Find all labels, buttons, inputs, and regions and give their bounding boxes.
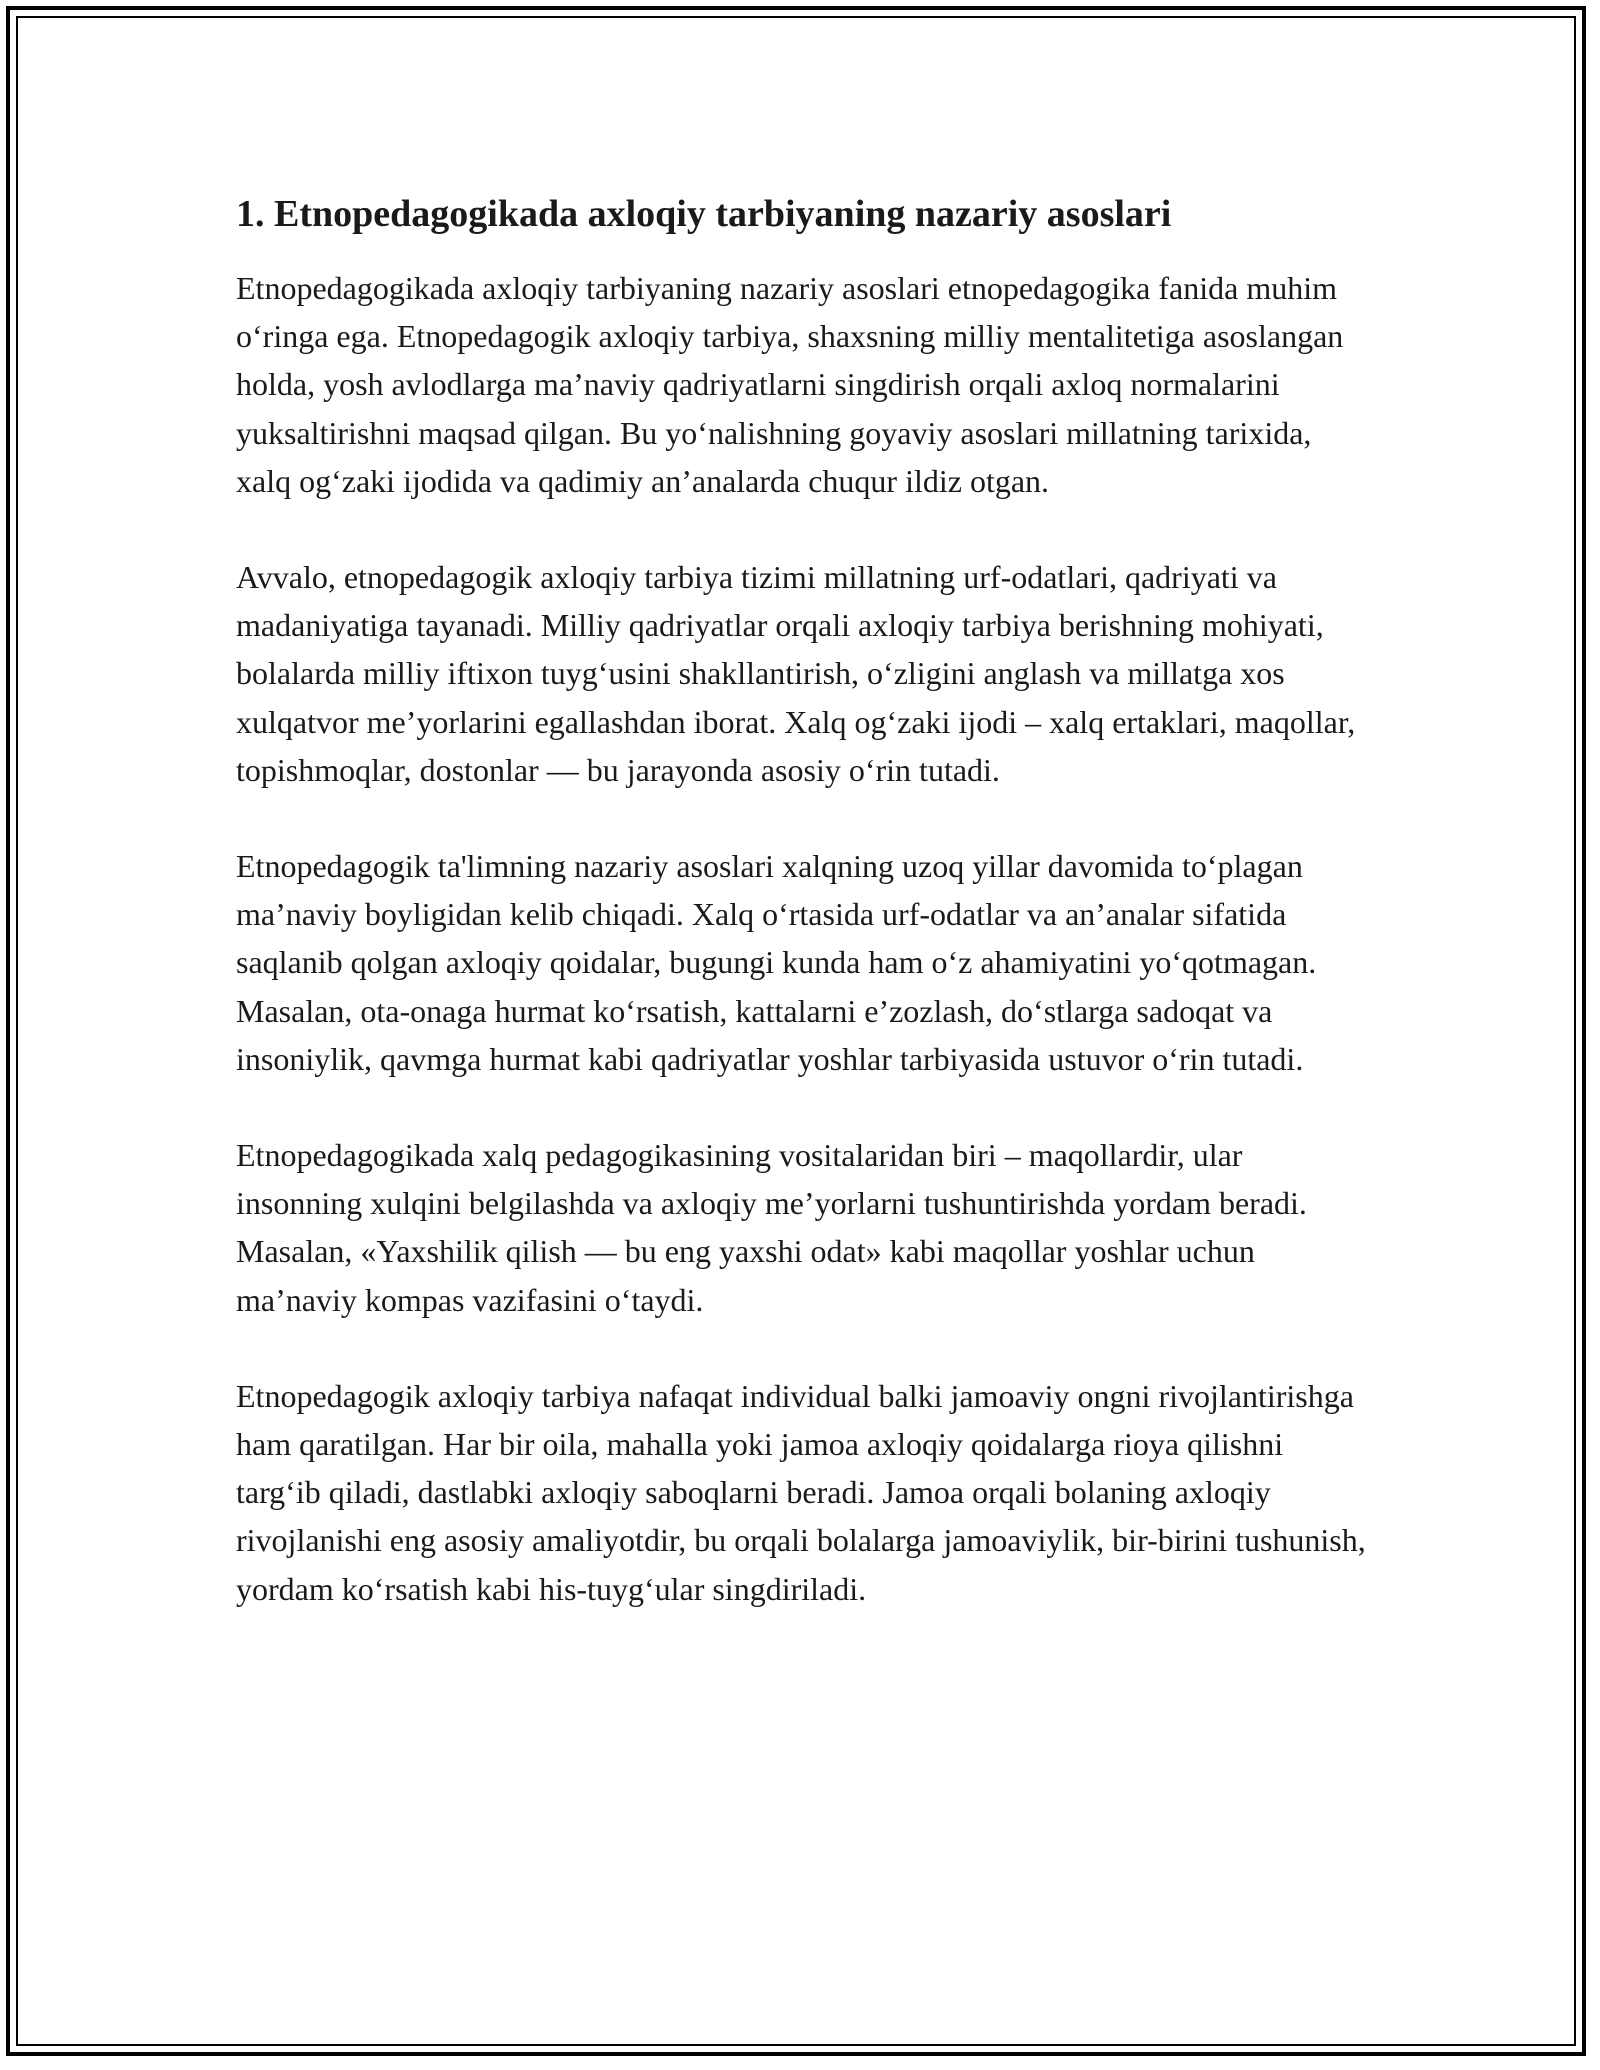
- paragraph-3: Etnopedagogik ta'limning nazariy asoslari xalqning uzoq yillar davomida to‘plagan ma’naviy boyligidan kelib chiqadi. Xalq o‘rtasida urf-odatlar va an’analar sifatida saqlanib qolgan axloqiy qoidalar, bugungi kunda ham o‘z ahamiyatini yo‘qotmagan. Masalan, ota-onaga hurmat ko‘rsatish, kattalarni e’zozlash, do‘stlarga sadoqat va insoniylik, qavmga hurmat kabi qadriyatlar yoshlar tarbiyasida ustuvor o‘rin tutadi.: [236, 848, 1317, 1077]
- paragraph-5: Etnopedagogik axloqiy tarbiya nafaqat individual balki jamoaviy ongni rivojlantirishga ham qaratilgan. Har bir oila, mahalla yoki jamoa axloqiy qoidalarga rioya qilishni targ‘ib qiladi, dastlabki axloqiy saboqlarni beradi. Jamoa orqali bolaning axloqiy rivojlanishi eng asosiy amaliyotdir, bu orqali bolalarga jamoaviylik, bir-birini tushunish, yordam ko‘rsatish kabi his-tuyg‘ular singdiriladi.: [236, 1377, 1366, 1607]
- paragraph-2: Avvalo, etnopedagogik axloqiy tarbiya tizimi millatning urf-odatlari, qadriyati va madaniyatiga tayanadi. Milliy qadriyatlar orqali axloqiy tarbiya berishning mohiyati, bolalarda milliy iftixon tuyg‘usini shakllantirish, o‘zligini anglash va millatga xos xulqatvor me’yorlarini egallashdan iborat. Xalq og‘zaki ijodi – xalq ertaklari, maqollar, topishmoqlar, dostonlar — bu jarayonda asosiy o‘rin tutadi.: [236, 559, 1356, 788]
- document-body: [236, 186, 1366, 1613]
- document-title: 1. Etnopedagogikada axloqiy tarbiyaning nazariy asoslari: [236, 193, 1172, 235]
- paragraph-1: Etnopedagogikada axloqiy tarbiyaning nazariy asoslari etnopedagogika fanida muhim o‘ringa ega. Etnopedagogik axloqiy tarbiya, shaxsning milliy mentalitetiga asoslangan holda, yosh avlodlarga ma’naviy qadriyatlarni singdirish orqali axloq normalarini yuksaltirishni maqsad qilgan. Bu yo‘nalishning goyaviy asoslari millatning tarixida, xalq og‘zaki ijodida va qadimiy an’analarda chuqur ildiz otgan.: [236, 270, 1344, 499]
- paragraph-4: Etnopedagogikada xalq pedagogikasining vositalaridan biri – maqollardir, ular insonning xulqini belgilashda va axloqiy me’yorlarni tushuntirishda yordam beradi. Masalan, «Yaxshilik qilish — bu eng yaxshi odat» kabi maqollar yoshlar uchun ma’naviy kompas vazifasini o‘taydi.: [236, 1137, 1307, 1318]
